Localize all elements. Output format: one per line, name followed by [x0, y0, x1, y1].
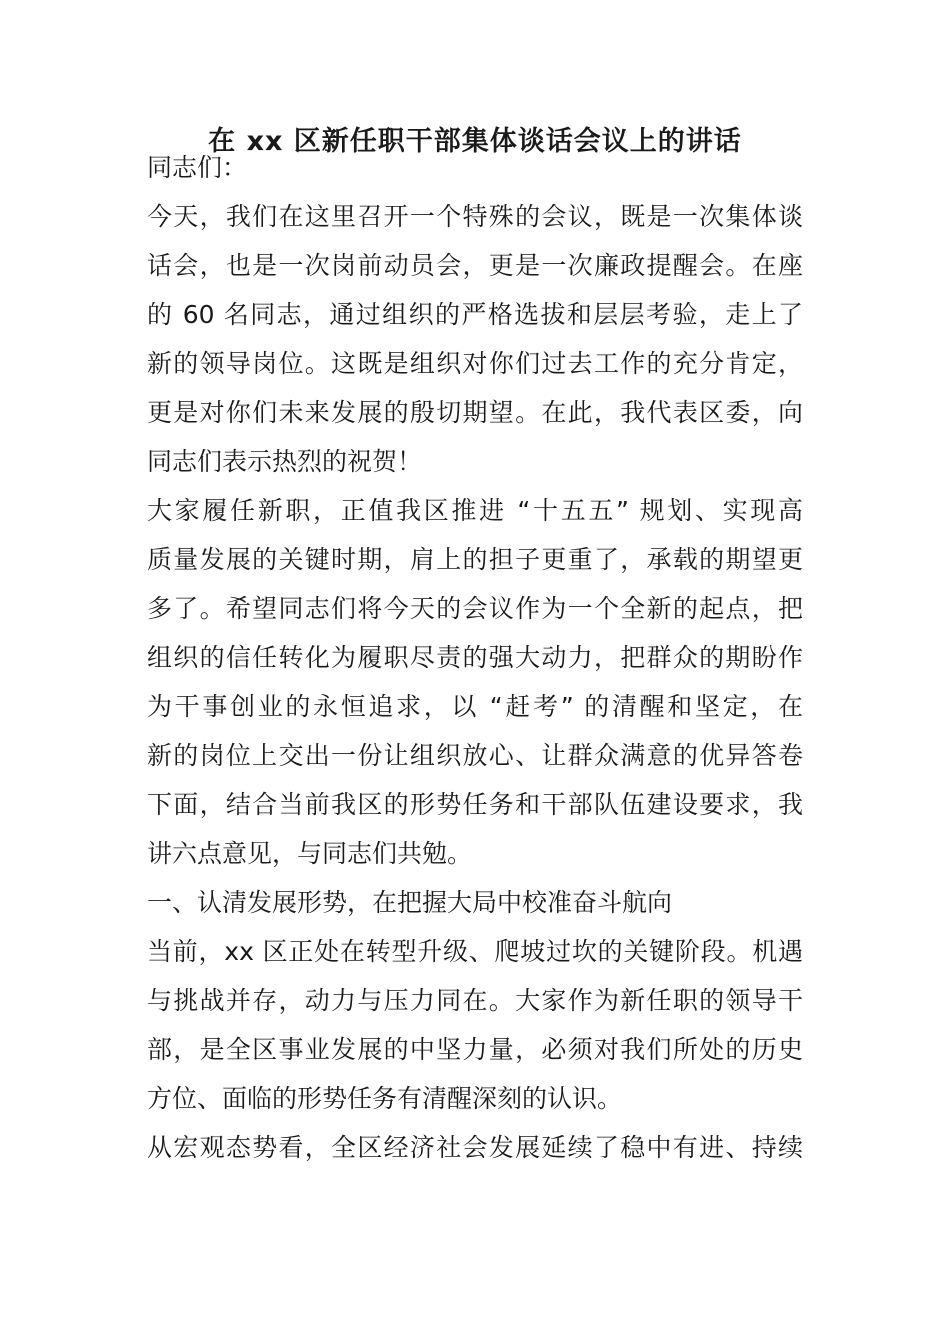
body-line: 与挑战并存，动力与压力同在。大家作为新任职的领导干 — [147, 986, 803, 1015]
body-line: 更是对你们未来发展的殷切期望。在此，我代表区委，向 — [147, 398, 803, 427]
body-line: 同志们： — [147, 153, 248, 182]
document-title: 在 xx 区新任职干部集体谈话会议上的讲话 — [208, 126, 742, 157]
body-line: 今天，我们在这里召开一个特殊的会议，既是一次集体谈 — [147, 202, 803, 231]
body-line: 新的岗位上交出一份让组织放心、让群众满意的优异答卷 — [147, 741, 803, 770]
document-body — [147, 143, 803, 1172]
body-line: 为干事创业的永恒追求，以 “赶考” 的清醒和坚定，在 — [147, 692, 803, 721]
body-line: 同志们表示热烈的祝贺！ — [147, 447, 423, 476]
body-line: 讲六点意见，与同志们共勉。 — [147, 839, 473, 868]
body-line: 质量发展的关键时期，肩上的担子更重了，承载的期望更 — [147, 545, 803, 574]
body-line: 下面，结合当前我区的形势任务和干部队伍建设要求，我 — [147, 790, 803, 819]
body-line: 组织的信任转化为履职尽责的强大动力，把群众的期盼作 — [147, 643, 803, 672]
body-line: 从宏观态势看，全区经济社会发展延续了稳中有进、持续 — [147, 1133, 803, 1162]
body-line: 话会，也是一次岗前动员会，更是一次廉政提醒会。在座 — [147, 251, 803, 280]
body-line: 当前，xx 区正处在转型升级、爬坡过坎的关键阶段。机遇 — [147, 937, 803, 966]
body-line: 新的领导岗位。这既是组织对你们过去工作的充分肯定， — [147, 349, 803, 378]
body-line: 部，是全区事业发展的中坚力量，必须对我们所处的历史 — [147, 1035, 803, 1064]
body-line: 的 60 名同志，通过组织的严格选拔和层层考验，走上了 — [147, 300, 803, 329]
body-line: 一、认清发展形势，在把握大局中校准奋斗航向 — [147, 888, 673, 917]
body-line: 多了。希望同志们将今天的会议作为一个全新的起点，把 — [147, 594, 803, 623]
body-line: 大家履任新职，正值我区推进 “十五五” 规划、实现高 — [147, 496, 803, 525]
body-line: 方位、面临的形势任务有清醒深刻的认识。 — [147, 1084, 623, 1113]
